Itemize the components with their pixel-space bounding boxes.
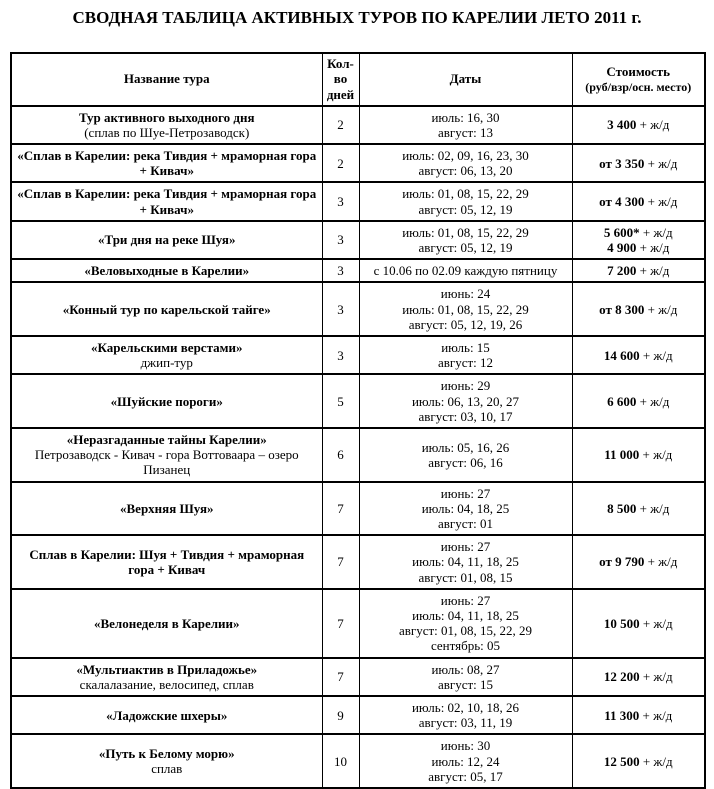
table-row <box>11 336 705 374</box>
tour-name-cell <box>11 696 322 734</box>
tour-name: «Ладожские шхеры» <box>106 707 228 723</box>
tour-subtitle: джип-тур <box>140 355 193 371</box>
price-cell: 14 600 + ж/д <box>572 336 705 374</box>
tour-name: «Сплав в Карелии: река Тивдия + мраморная гора + Кивач» <box>17 186 317 217</box>
tour-name: «Конный тур по карельской тайге» <box>62 301 271 317</box>
price-cell: 12 500 + ж/д <box>572 734 705 788</box>
table-row <box>11 535 705 589</box>
tour-name-cell <box>11 734 322 788</box>
tour-subtitle: сплав <box>151 761 183 777</box>
tour-name-cell <box>11 658 322 696</box>
days-cell: 7 <box>322 535 359 589</box>
tour-name-cell <box>11 535 322 589</box>
page-title: СВОДНАЯ ТАБЛИЦА АКТИВНЫХ ТУРОВ ПО КАРЕЛИИ ЛЕТО 2011 г. <box>72 8 642 27</box>
tour-table-body <box>11 106 705 789</box>
days-cell: 10 <box>322 734 359 788</box>
days-cell: 3 <box>322 282 359 336</box>
tour-subtitle: Петрозаводск - Кивач - гора Воттоваара – озеро Пизанец <box>34 447 299 478</box>
tour-subtitle: скалалазание, велосипед, сплав <box>79 676 254 692</box>
days-cell: 2 <box>322 106 359 144</box>
tour-name-cell <box>11 144 322 182</box>
tour-name: «Три дня на реке Шуя» <box>98 232 236 248</box>
dates-cell: июль: 01, 08, 15, 22, 29 август: 05, 12, 19 <box>359 182 572 220</box>
days-cell: 7 <box>322 482 359 536</box>
tour-subtitle: (сплав по Шуе-Петрозаводск) <box>84 124 250 140</box>
days-cell: 9 <box>322 696 359 734</box>
price-cell: 3 400 + ж/д <box>572 106 705 144</box>
header-row <box>11 53 705 106</box>
price-cell: 11 000 + ж/д <box>572 428 705 482</box>
days-cell: 3 <box>322 259 359 282</box>
tour-name-cell <box>11 106 322 144</box>
price-cell: от 3 350 + ж/д <box>572 144 705 182</box>
days-cell: 7 <box>322 658 359 696</box>
table-row <box>11 482 705 536</box>
tour-name-cell <box>11 374 322 428</box>
price-cell: 6 600 + ж/д <box>572 374 705 428</box>
tour-name: «Веловыходные в Карелии» <box>84 263 250 279</box>
dates-cell: июнь: 27 июль: 04, 11, 18, 25 август: 01, 08, 15 <box>359 535 572 589</box>
dates-cell: июль: 15 август: 12 <box>359 336 572 374</box>
tour-name-cell <box>11 589 322 658</box>
days-cell: 6 <box>322 428 359 482</box>
dates-cell: июль: 08, 27 август: 15 <box>359 658 572 696</box>
days-cell: 3 <box>322 336 359 374</box>
days-cell: 3 <box>322 221 359 259</box>
tour-name: «Велонеделя в Карелии» <box>93 615 240 631</box>
price-cell: 12 200 + ж/д <box>572 658 705 696</box>
dates-cell: июнь: 24 июль: 01, 08, 15, 22, 29 август: 05, 12, 19, 26 <box>359 282 572 336</box>
days-cell: 3 <box>322 182 359 220</box>
days-cell: 5 <box>322 374 359 428</box>
table-row <box>11 282 705 336</box>
price-cell: 11 300 + ж/д <box>572 696 705 734</box>
dates-cell: июль: 16, 30 август: 13 <box>359 106 572 144</box>
dates-cell: июнь: 30 июль: 12, 24 август: 05, 17 <box>359 734 572 788</box>
header-tour-name: Название тура <box>11 53 322 106</box>
table-row <box>11 106 705 144</box>
table-row <box>11 374 705 428</box>
dates-cell: июль: 02, 09, 16, 23, 30 август: 06, 13, 20 <box>359 144 572 182</box>
dates-cell: июль: 01, 08, 15, 22, 29 август: 05, 12, 19 <box>359 221 572 259</box>
dates-cell: июль: 05, 16, 26 август: 06, 16 <box>359 428 572 482</box>
table-header <box>11 53 705 106</box>
tour-name-cell <box>11 221 322 259</box>
tour-name-cell <box>11 282 322 336</box>
tour-name-cell <box>11 259 322 282</box>
table-row <box>11 696 705 734</box>
table-row <box>11 144 705 182</box>
dates-cell: с 10.06 по 02.09 каждую пятницу <box>359 259 572 282</box>
tour-name: Сплав в Карелии: Шуя + Тивдия + мраморная гора + Кивач <box>29 546 305 578</box>
tours-table <box>10 52 706 789</box>
table-row <box>11 658 705 696</box>
price-cell: 10 500 + ж/д <box>572 589 705 658</box>
header-days: Кол- во дней <box>322 53 359 106</box>
price-cell: 5 600* + ж/д 4 900 + ж/д <box>572 221 705 259</box>
dates-cell: июль: 02, 10, 18, 26 август: 03, 11, 19 <box>359 696 572 734</box>
tour-name: «Неразгаданные тайны Карелии» <box>66 432 267 447</box>
tour-name: Тур активного выходного дня <box>78 109 255 125</box>
price-cell: 7 200 + ж/д <box>572 259 705 282</box>
tour-name: «Мультиактив в Приладожье» <box>76 661 258 677</box>
table-row <box>11 428 705 482</box>
tour-name: «Верхняя Шуя» <box>120 500 214 516</box>
tour-name-cell <box>11 182 322 220</box>
price-cell: от 8 300 + ж/д <box>572 282 705 336</box>
price-cell: от 9 790 + ж/д <box>572 535 705 589</box>
days-cell: 2 <box>322 144 359 182</box>
days-cell: 7 <box>322 589 359 658</box>
header-price: Стоимость (руб/взр/осн. место) <box>572 53 705 106</box>
dates-cell: июнь: 27 июль: 04, 18, 25 август: 01 <box>359 482 572 536</box>
tour-name: «Путь к Белому морю» <box>98 746 235 762</box>
table-row <box>11 734 705 788</box>
tour-name: «Шуйские пороги» <box>110 393 223 409</box>
tour-name-cell <box>11 336 322 374</box>
dates-cell: июнь: 27 июль: 04, 11, 18, 25 август: 01, 08, 15, 22, 29 сентябрь: 05 <box>359 589 572 658</box>
table-row <box>11 589 705 658</box>
table-row <box>11 182 705 220</box>
table-row <box>11 221 705 259</box>
table-row <box>11 259 705 282</box>
tour-name: «Карельскими верстами» <box>91 339 243 355</box>
dates-cell: июнь: 29 июль: 06, 13, 20, 27 август: 03, 10, 17 <box>359 374 572 428</box>
tour-name-cell <box>11 482 322 536</box>
price-cell: от 4 300 + ж/д <box>572 182 705 220</box>
header-dates: Даты <box>359 53 572 106</box>
tour-name-cell <box>11 428 322 482</box>
price-cell: 8 500 + ж/д <box>572 482 705 536</box>
tour-name: «Сплав в Карелии: река Тивдия + мраморная гора + Кивач» <box>17 147 317 179</box>
